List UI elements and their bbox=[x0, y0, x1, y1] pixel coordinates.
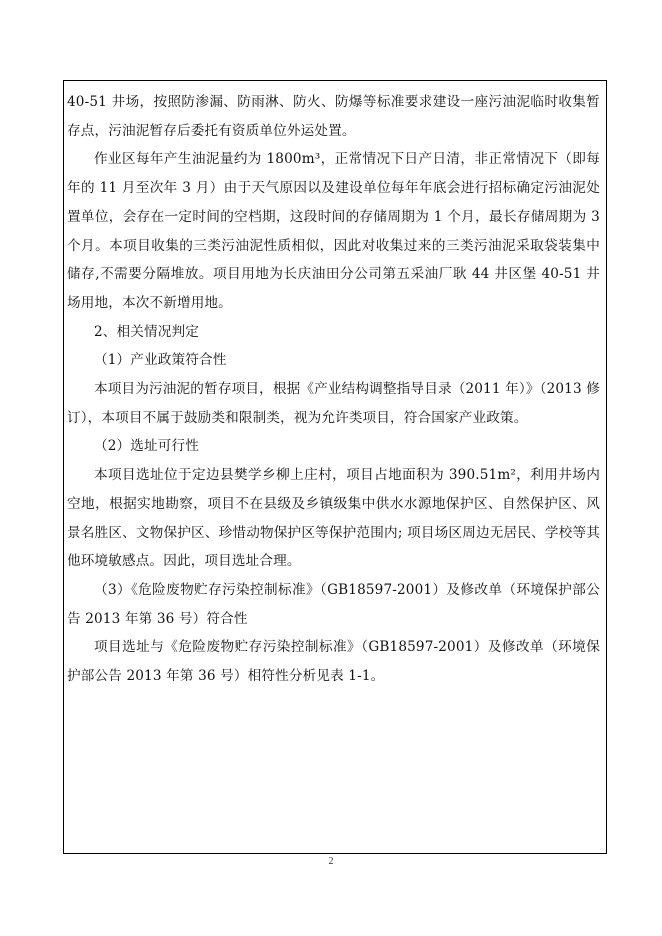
paragraph-site-feasibility: 本项目选址位于定边县樊学乡柳上庄村，项目占地面积为 390.51m²，利用井场内空地，根据实地勘察，项目不在县级及乡镇级集中供水水源地保护区、自然保护区、风景名胜区、文物保护区、珍惜动物保护区等保护范围内; 项目场区周边无居民、学校等其他环境敏感点。因此，项目选址合理。 bbox=[67, 467, 600, 570]
content-frame bbox=[63, 80, 607, 854]
paragraph-industrial-policy: 本项目为污油泥的暂存项目，根据《产业结构调整指导目录（2011 年）》（2013 修订），本项目不属于鼓励类和限制类，视为允许类项目，符合国家产业政策。 bbox=[67, 381, 600, 426]
subheading-site-feasibility: （2）选址可行性 bbox=[94, 438, 200, 455]
subheading-standard-compliance: （3）《危险废物贮存污染控制标准》（GB18597-2001）及修改单（环境保护部公告 2013 年第 36 号）符合性 bbox=[67, 581, 600, 627]
subheading-industrial-policy: （1）产业政策符合性 bbox=[94, 352, 227, 369]
document-body bbox=[67, 88, 600, 691]
paragraph-standard-compliance: 项目选址与《危险废物贮存污染控制标准》（GB18597-2001）及修改单（环境保护部公告 2013 年第 36 号）相符性分析见表 1-1。 bbox=[67, 639, 600, 685]
page-number: 2 bbox=[328, 856, 334, 867]
paragraph-storage-point: 40-51 井场，按照防渗漏、防雨淋、防火、防爆等标准要求建设一座污油泥临时收集暂存点，污油泥暂存后委托有资质单位外运处置。 bbox=[67, 94, 600, 139]
paragraph-sludge-volume: 作业区每年产生油泥量约为 1800m³，正常情况下日产日清，非正常情况下（即每年的 11 月至次年 3 月）由于天气原因以及建设单位每年年底会进行招标确定污油泥处置单位，会存在一定时间的空档期，这段时间的存储周期为 1 个月，最长存储周期为 3 个月。本项目收集的三类污油泥性质相似，因此对收集过来的三类污油泥采取袋装集中储存,不需要分隔堆放。项目用地为长庆油田分公司第五采油厂耿 44 井区堡 40-51 井场用地，本次不新增用地。 bbox=[67, 151, 600, 311]
section-heading-judgement: 2、相关情况判定 bbox=[94, 323, 200, 340]
